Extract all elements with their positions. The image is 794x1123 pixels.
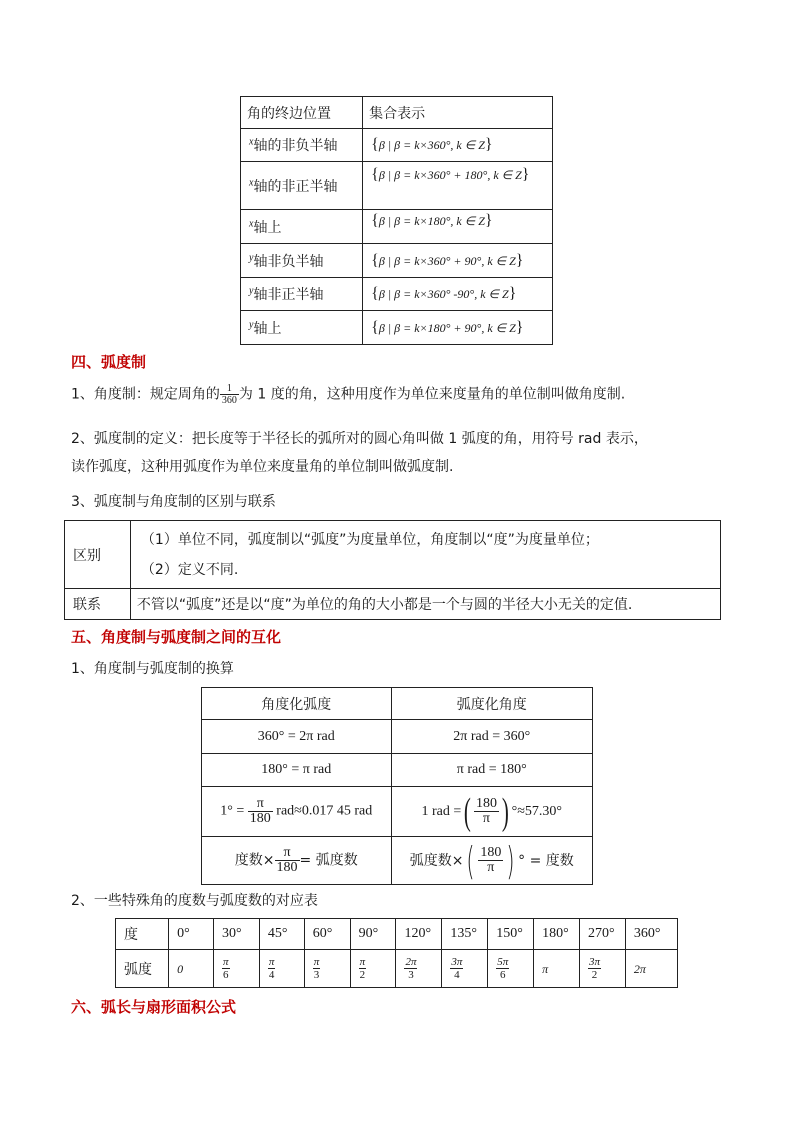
position-text: 轴的非正半轴 xyxy=(253,178,338,195)
fraction-numerator: 3π xyxy=(588,955,600,968)
radian-cell xyxy=(534,950,580,988)
fraction-1-360: $\frac{1}{360}$ xyxy=(221,383,237,406)
fraction-pi-180: $\frac{\pi}{180}$ xyxy=(249,796,271,826)
special-angles-table xyxy=(115,918,678,988)
radian-fraction xyxy=(450,956,463,981)
set-expression: {β | β = k×360° + 180°, k ∈ Z} xyxy=(371,166,530,183)
fraction-numerator: 5π xyxy=(497,955,509,968)
table-row xyxy=(241,129,553,162)
section-6-heading: 六、弧长与扇形面积公式 xyxy=(71,998,237,1016)
radian-cell xyxy=(350,950,396,988)
position-text: 轴的非负半轴 xyxy=(253,138,338,154)
radian-cell xyxy=(214,950,260,988)
degree-cell: 360° xyxy=(625,919,677,950)
radian-fraction xyxy=(496,956,509,981)
fraction-180-pi: $\frac{180}{\pi}$ xyxy=(475,796,497,826)
section-4-heading: 四、弧度制 xyxy=(71,353,147,371)
radian-value: 0 xyxy=(177,961,184,976)
radian-cell xyxy=(169,950,214,988)
axis-symbol: y xyxy=(249,318,254,330)
set-expression: {β | β = k×360° -90°, k ∈ Z} xyxy=(371,285,517,302)
table-row: 度数× $\frac{\pi}{180}$ = 弧度数 弧度数×( $\frac{180}{\pi}$ ) ° = 度数 xyxy=(202,837,593,885)
axis-symbol: x xyxy=(249,176,254,188)
link-text: 不管以“弧度”还是以“度”为单位的角的大小都是一个与圆的半径大小无关的定值. xyxy=(130,589,720,620)
header-deg-to-rad: 角度化弧度 xyxy=(202,688,392,720)
conversion-table xyxy=(201,687,593,885)
fraction-numerator: 2π xyxy=(405,955,417,968)
axis-symbol: y xyxy=(249,251,254,263)
fraction-denominator: 4 xyxy=(454,968,460,981)
radian-cell xyxy=(304,950,350,988)
fraction-numerator: π xyxy=(223,955,229,968)
paragraph-radian-definition: 2、弧度制的定义：把长度等于半径长的弧所对的圆心角叫做 1 弧度的角，用符号 rad 表示， 读作弧度，这种用弧度作为单位来度量角的单位制叫做弧度制. xyxy=(71,431,648,475)
radian-value: π xyxy=(542,961,549,976)
set-expression: {β | β = k×180°, k ∈ Z} xyxy=(371,212,493,229)
degree-cell: 150° xyxy=(488,919,534,950)
table-row xyxy=(241,162,553,210)
position-text: 轴上 xyxy=(253,219,282,236)
degree-cell: 60° xyxy=(304,919,350,950)
header-position: 角的终边位置 xyxy=(241,97,363,129)
header-set: 集合表示 xyxy=(363,97,553,129)
axis-symbol: y xyxy=(249,285,254,297)
table-row xyxy=(241,244,553,278)
radian-fraction xyxy=(588,956,601,981)
paragraph-conversion-heading: 1、角度制与弧度制的换算 xyxy=(71,661,234,677)
degree-cell: 90° xyxy=(350,919,396,950)
fraction-numerator: 3π xyxy=(451,955,463,968)
fraction-numerator: π xyxy=(268,955,275,968)
fraction-denominator: 6 xyxy=(499,968,506,981)
fraction-numerator: π xyxy=(359,955,366,968)
fraction-pi-180: $\frac{\pi}{180}$ xyxy=(276,845,298,875)
fraction-denominator: 4 xyxy=(268,968,275,981)
difference-item-1: （1）单位不同，弧度制以“弧度”为度量单位，角度制以“度”为度量单位； xyxy=(140,531,599,548)
radian-label: 弧度 xyxy=(116,950,169,988)
degree-cell: 120° xyxy=(396,919,442,950)
section-5-heading: 五、角度制与弧度制之间的互化 xyxy=(71,628,282,646)
header-rad-to-deg: 弧度化角度 xyxy=(391,688,592,720)
table-header-row xyxy=(202,688,593,720)
paragraph-degree-system: 1、角度制：规定周角的 $\frac{1}{360}$ 为 1 度的角，这种用度作为单位来度量角的单位制叫做角度制. xyxy=(71,383,626,406)
degree-cell: 45° xyxy=(259,919,304,950)
difference-label: 区别 xyxy=(65,521,131,589)
table-row: 180° = π rad π rad = 180° xyxy=(202,754,593,787)
radian-fraction xyxy=(222,956,230,981)
table-row: 360° = 2π rad 2π rad = 360° xyxy=(202,720,593,754)
position-text: 轴非正半轴 xyxy=(253,287,324,303)
radian-fraction xyxy=(268,956,276,981)
set-expression: {β | β = k×180° + 90°, k ∈ Z} xyxy=(371,318,524,336)
degree-cell: 0° xyxy=(169,919,214,950)
difference-table xyxy=(64,520,721,620)
radian-fraction xyxy=(404,956,417,981)
radian-cell xyxy=(259,950,304,988)
degree-row xyxy=(116,919,678,950)
table-row xyxy=(241,210,553,244)
table-row xyxy=(65,589,721,620)
fraction-numerator: π xyxy=(313,955,320,968)
radian-value: 2π xyxy=(633,961,646,976)
radian-fraction xyxy=(359,956,367,981)
radian-row xyxy=(116,950,678,988)
degree-cell: 135° xyxy=(442,919,488,950)
table-row xyxy=(241,311,553,345)
paragraph-special-angles-heading: 2、一些特殊角的度数与弧度数的对应表 xyxy=(71,893,318,909)
table-row: 1° = $\frac{\pi}{180}$ rad≈0.017 45 rad 1 rad =( $\frac{180}{\pi}$ ) °≈57.30° xyxy=(202,787,593,837)
degree-cell: 30° xyxy=(214,919,260,950)
fraction-denominator: 3 xyxy=(313,968,320,981)
degree-cell: 180° xyxy=(534,919,580,950)
terminal-side-table xyxy=(240,96,553,345)
table-row xyxy=(241,278,553,311)
degree-label: 度 xyxy=(116,919,169,950)
fraction-denominator: 6 xyxy=(223,968,229,981)
position-text: 轴非负半轴 xyxy=(253,253,324,270)
paragraph-difference-heading: 3、弧度制与角度制的区别与联系 xyxy=(71,494,276,510)
difference-item-2: （2）定义不同. xyxy=(140,561,239,578)
axis-symbol: x xyxy=(249,217,254,229)
fraction-denominator: 2 xyxy=(591,968,598,981)
link-label: 联系 xyxy=(65,589,131,620)
radian-cell xyxy=(579,950,625,988)
fraction-denominator: 3 xyxy=(408,968,414,981)
fraction-180-pi: $\frac{180}{\pi}$ xyxy=(480,845,502,875)
set-expression: {β | β = k×360° + 90°, k ∈ Z} xyxy=(371,251,524,269)
table-header-row xyxy=(241,97,553,129)
set-expression: {β | β = k×360°, k ∈ Z} xyxy=(371,136,493,153)
radian-cell xyxy=(625,950,677,988)
fraction-denominator: 2 xyxy=(359,968,366,981)
radian-cell xyxy=(488,950,534,988)
radian-fraction xyxy=(313,956,321,981)
axis-symbol: x xyxy=(249,136,254,148)
degree-cell: 270° xyxy=(579,919,625,950)
radian-cell xyxy=(442,950,488,988)
position-text: 轴上 xyxy=(253,320,282,337)
table-row xyxy=(65,521,721,589)
radian-cell xyxy=(396,950,442,988)
